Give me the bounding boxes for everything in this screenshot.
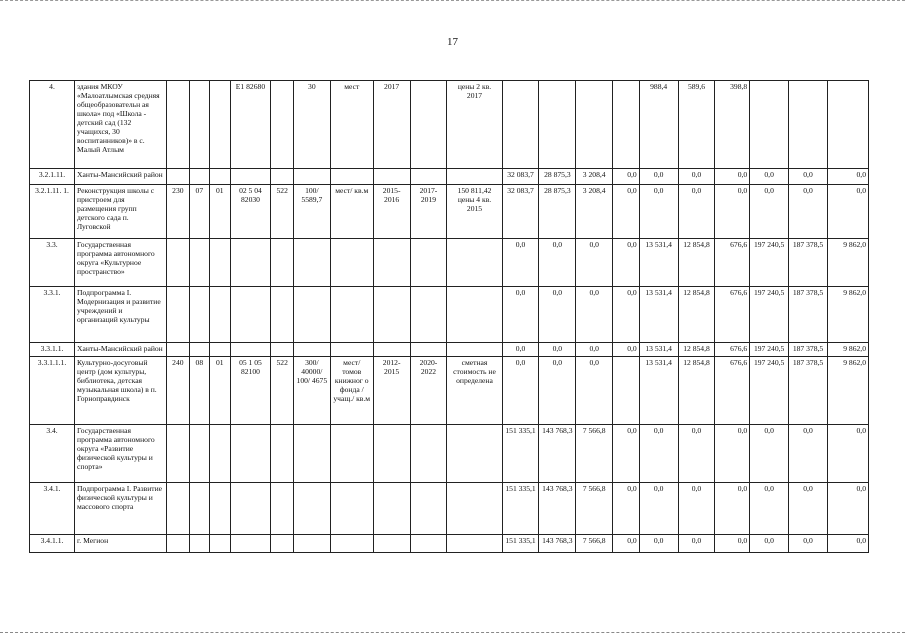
table-cell <box>210 287 230 343</box>
table-cell <box>447 287 502 343</box>
table-cell <box>373 425 410 483</box>
table-cell <box>447 239 502 287</box>
table-cell: 0,0 <box>576 343 613 357</box>
table-cell <box>271 425 294 483</box>
table-row <box>30 81 869 169</box>
table-cell: 0,0 <box>639 425 678 483</box>
table-cell: 08 <box>189 357 209 425</box>
table-cell: цены 2 кв. 2017 <box>447 81 502 169</box>
table-cell <box>410 535 447 553</box>
table-cell: 0,0 <box>678 535 715 553</box>
table-cell: 0,0 <box>539 357 576 425</box>
table-cell <box>210 239 230 287</box>
table-cell: 3.3.1. <box>30 287 75 343</box>
table-cell: 0,0 <box>639 185 678 239</box>
table-cell <box>189 483 209 535</box>
table-cell: 0,0 <box>502 343 539 357</box>
table-cell: 0,0 <box>678 483 715 535</box>
table-cell <box>293 535 330 553</box>
table-cell <box>613 81 640 169</box>
table-cell: 3.2.1.11. 1. <box>30 185 75 239</box>
table-row <box>30 483 869 535</box>
table-cell: 988,4 <box>639 81 678 169</box>
table-cell: мест/ кв.м <box>330 185 373 239</box>
table-body <box>30 81 869 553</box>
table-cell <box>750 81 789 169</box>
table-cell: 2012- 2015 <box>373 357 410 425</box>
table-cell <box>230 343 271 357</box>
table-cell: 0,0 <box>613 287 640 343</box>
table-cell: 13 531,4 <box>639 287 678 343</box>
table-cell: 151 335,1 <box>502 425 539 483</box>
table-cell <box>373 169 410 185</box>
table-cell <box>293 483 330 535</box>
table-cell: 01 <box>210 185 230 239</box>
table-cell: 3.3.1.1.1. <box>30 357 75 425</box>
table-cell: 3.3.1.1. <box>30 343 75 357</box>
table-cell <box>167 343 190 357</box>
table-cell: 187 378,5 <box>789 239 828 287</box>
table-cell: Культурно-досуговый центр (дом культуры, библиотека, детская музыкальная школа) в п. Горноправдинск <box>75 357 167 425</box>
table-cell <box>167 169 190 185</box>
table-row <box>30 357 869 425</box>
table-cell: 0,0 <box>827 535 868 553</box>
table-cell <box>189 343 209 357</box>
table-cell: 0,0 <box>827 483 868 535</box>
table-cell: 0,0 <box>576 239 613 287</box>
table-cell: 28 875,3 <box>539 169 576 185</box>
table-cell: 676,6 <box>715 357 750 425</box>
table-cell <box>210 81 230 169</box>
table-cell <box>827 81 868 169</box>
table-cell: 676,6 <box>715 287 750 343</box>
table-cell <box>230 287 271 343</box>
table-cell: 28 875,3 <box>539 185 576 239</box>
table-cell: 3.4.1. <box>30 483 75 535</box>
table-cell <box>230 239 271 287</box>
table-cell <box>189 239 209 287</box>
table-cell <box>230 483 271 535</box>
table-cell <box>271 287 294 343</box>
table-cell: 05 1 05 82100 <box>230 357 271 425</box>
table-cell <box>271 343 294 357</box>
table-cell <box>189 535 209 553</box>
table-cell: Ханты-Мансийский район <box>75 343 167 357</box>
table-cell: 9 862,0 <box>827 357 868 425</box>
table-row <box>30 185 869 239</box>
table-cell: 0,0 <box>715 169 750 185</box>
table-cell: г. Мегион <box>75 535 167 553</box>
table-cell <box>271 81 294 169</box>
table-row <box>30 425 869 483</box>
page-number: 17 <box>447 36 458 48</box>
table-cell: 0,0 <box>750 169 789 185</box>
table-row <box>30 169 869 185</box>
table-cell: 0,0 <box>750 425 789 483</box>
table-cell: 197 240,5 <box>750 287 789 343</box>
table-cell <box>210 169 230 185</box>
table-cell: 7 566,8 <box>576 483 613 535</box>
table-cell <box>167 483 190 535</box>
table-cell: 589,6 <box>678 81 715 169</box>
table-cell: 187 378,5 <box>789 357 828 425</box>
table-cell: 3.2.1.11. <box>30 169 75 185</box>
table-cell: 143 768,3 <box>539 483 576 535</box>
table-cell: 12 854,8 <box>678 239 715 287</box>
table-cell: 2017- 2019 <box>410 185 447 239</box>
table-cell: 2020- 2022 <box>410 357 447 425</box>
table-cell: 32 083,7 <box>502 185 539 239</box>
table-cell: 676,6 <box>715 239 750 287</box>
table-cell: 150 811,42 цены 4 кв. 2015 <box>447 185 502 239</box>
table-cell: 12 854,8 <box>678 357 715 425</box>
table-cell <box>293 287 330 343</box>
table-cell <box>410 169 447 185</box>
table-cell: 13 531,4 <box>639 239 678 287</box>
table-cell <box>271 535 294 553</box>
table-cell: 3 208,4 <box>576 169 613 185</box>
table-cell: 0,0 <box>502 287 539 343</box>
table-cell: 0,0 <box>613 343 640 357</box>
table-cell <box>167 535 190 553</box>
table-cell: 0,0 <box>678 425 715 483</box>
table-cell: 0,0 <box>789 535 828 553</box>
table-cell: 143 768,3 <box>539 535 576 553</box>
table-cell: 0,0 <box>827 169 868 185</box>
table-cell: 0,0 <box>576 287 613 343</box>
table-row <box>30 343 869 357</box>
table-cell: 151 335,1 <box>502 535 539 553</box>
table-cell: 02 5 04 82030 <box>230 185 271 239</box>
table-cell: 0,0 <box>613 185 640 239</box>
table-cell: 12 854,8 <box>678 343 715 357</box>
table-cell: 0,0 <box>750 483 789 535</box>
table-cell: 676,6 <box>715 343 750 357</box>
table-cell <box>210 483 230 535</box>
table-cell: 0,0 <box>613 535 640 553</box>
table-cell <box>210 425 230 483</box>
table-cell: 0,0 <box>827 425 868 483</box>
table-cell <box>167 81 190 169</box>
table-cell: 0,0 <box>539 287 576 343</box>
table-cell: 0,0 <box>613 169 640 185</box>
table-cell: 2015- 2016 <box>373 185 410 239</box>
table-cell <box>167 287 190 343</box>
table-cell: 0,0 <box>678 169 715 185</box>
table-cell <box>410 425 447 483</box>
table-cell: 12 854,8 <box>678 287 715 343</box>
table-cell: 398,8 <box>715 81 750 169</box>
table-cell: здания МКОУ «Малоатлымская средняя общеобразовательн ая школа» под «Школа - детский сад (132 учащихся, 30 воспитанников)» в с. Малый Атлым <box>75 81 167 169</box>
table-cell: 300/ 40000/ 100/ 4675 <box>293 357 330 425</box>
table-cell: 0,0 <box>715 425 750 483</box>
capital-investment-table <box>29 80 869 553</box>
table-cell: 151 335,1 <box>502 483 539 535</box>
table-cell <box>230 425 271 483</box>
table-cell <box>539 81 576 169</box>
table-cell: Подпрограмма I. Развитие физической культуры и массового спорта <box>75 483 167 535</box>
table-cell: Государственная программа автономного округа «Развитие физической культуры и спорта» <box>75 425 167 483</box>
table-cell: 3 208,4 <box>576 185 613 239</box>
table-cell: 13 531,4 <box>639 357 678 425</box>
table-cell: 0,0 <box>639 535 678 553</box>
table-cell <box>373 343 410 357</box>
table-cell: 0,0 <box>789 483 828 535</box>
table-cell <box>330 287 373 343</box>
table-cell: 240 <box>167 357 190 425</box>
table-cell <box>167 239 190 287</box>
table-cell: 0,0 <box>827 185 868 239</box>
table-cell: 30 <box>293 81 330 169</box>
table-row <box>30 535 869 553</box>
table-cell <box>447 169 502 185</box>
table-cell <box>373 239 410 287</box>
table-cell <box>293 425 330 483</box>
table-cell: мест <box>330 81 373 169</box>
table-cell <box>210 343 230 357</box>
table-cell: 0,0 <box>613 239 640 287</box>
table-cell: 0,0 <box>789 185 828 239</box>
table-cell: 0,0 <box>639 483 678 535</box>
table-cell: 197 240,5 <box>750 357 789 425</box>
table-cell: 0,0 <box>715 535 750 553</box>
table-row <box>30 239 869 287</box>
table-cell <box>330 483 373 535</box>
table-cell: мест/ томов книжног о фонда / учащ./ кв.м <box>330 357 373 425</box>
table-cell <box>189 425 209 483</box>
table-cell: Реконструкция школы с пристроем для размещения групп детского сада п. Луговской <box>75 185 167 239</box>
table-cell <box>189 169 209 185</box>
table-cell: 522 <box>271 357 294 425</box>
table-cell: 3.3. <box>30 239 75 287</box>
table-cell <box>210 535 230 553</box>
table-cell: Е1 82680 <box>230 81 271 169</box>
table-cell: 0,0 <box>539 343 576 357</box>
table-cell <box>447 343 502 357</box>
table-cell: 0,0 <box>678 185 715 239</box>
table-cell: 0,0 <box>502 239 539 287</box>
table-cell <box>330 239 373 287</box>
table-cell <box>447 425 502 483</box>
table-cell <box>373 287 410 343</box>
table-cell: 0,0 <box>750 185 789 239</box>
table-cell <box>189 287 209 343</box>
table-cell <box>293 343 330 357</box>
table-row <box>30 287 869 343</box>
table-cell <box>410 483 447 535</box>
table-cell: 7 566,8 <box>576 535 613 553</box>
table-cell <box>410 81 447 169</box>
table-cell: 187 378,5 <box>789 343 828 357</box>
table-cell: 0,0 <box>576 357 613 425</box>
table-cell <box>576 81 613 169</box>
table-cell: 0,0 <box>502 357 539 425</box>
table-cell: 9 862,0 <box>827 287 868 343</box>
table-cell: 01 <box>210 357 230 425</box>
scan-top-edge <box>0 0 905 2</box>
table-cell: 0,0 <box>613 483 640 535</box>
table-cell: сметная стоимость не определена <box>447 357 502 425</box>
table-cell <box>330 535 373 553</box>
table-cell: 9 862,0 <box>827 343 868 357</box>
table-cell: 197 240,5 <box>750 343 789 357</box>
table-cell: 3.4.1.1. <box>30 535 75 553</box>
table-cell: 230 <box>167 185 190 239</box>
table-cell: 0,0 <box>750 535 789 553</box>
table-cell: 197 240,5 <box>750 239 789 287</box>
table-cell: 0,0 <box>613 425 640 483</box>
table-cell: 13 531,4 <box>639 343 678 357</box>
table-cell: 143 768,3 <box>539 425 576 483</box>
table-cell <box>330 169 373 185</box>
table-cell: 0,0 <box>639 169 678 185</box>
table-cell <box>330 343 373 357</box>
table-cell: 0,0 <box>789 169 828 185</box>
table-cell <box>373 535 410 553</box>
table-cell: 07 <box>189 185 209 239</box>
table-cell <box>271 239 294 287</box>
table-cell <box>189 81 209 169</box>
table-cell: 0,0 <box>539 239 576 287</box>
table-cell <box>271 169 294 185</box>
table-cell: 4. <box>30 81 75 169</box>
table-cell <box>230 535 271 553</box>
table-cell <box>271 483 294 535</box>
table-cell <box>613 357 640 425</box>
table-cell <box>410 343 447 357</box>
table-cell <box>293 169 330 185</box>
table-cell: 0,0 <box>715 185 750 239</box>
table-cell <box>167 425 190 483</box>
table-cell: Подпрограмма I. Модернизация и развитие учреждений и организаций культуры <box>75 287 167 343</box>
table-cell: 2017 <box>373 81 410 169</box>
table-cell <box>410 239 447 287</box>
table-cell: Ханты-Мансийский район <box>75 169 167 185</box>
table-cell: Государственная программа автономного округа «Культурное пространство» <box>75 239 167 287</box>
table-cell <box>447 535 502 553</box>
table-cell: 7 566,8 <box>576 425 613 483</box>
table-cell <box>447 483 502 535</box>
table-cell <box>373 483 410 535</box>
table-cell: 187 378,5 <box>789 287 828 343</box>
table-cell <box>789 81 828 169</box>
table-cell: 0,0 <box>789 425 828 483</box>
table-cell <box>502 81 539 169</box>
table-cell <box>293 239 330 287</box>
table-cell <box>230 169 271 185</box>
table-cell: 100/ 5589,7 <box>293 185 330 239</box>
table-cell: 32 083,7 <box>502 169 539 185</box>
table-cell: 0,0 <box>715 483 750 535</box>
table-cell: 522 <box>271 185 294 239</box>
table-cell <box>410 287 447 343</box>
scan-bottom-edge <box>0 632 905 634</box>
table-cell <box>330 425 373 483</box>
table-cell: 9 862,0 <box>827 239 868 287</box>
table-cell: 3.4. <box>30 425 75 483</box>
